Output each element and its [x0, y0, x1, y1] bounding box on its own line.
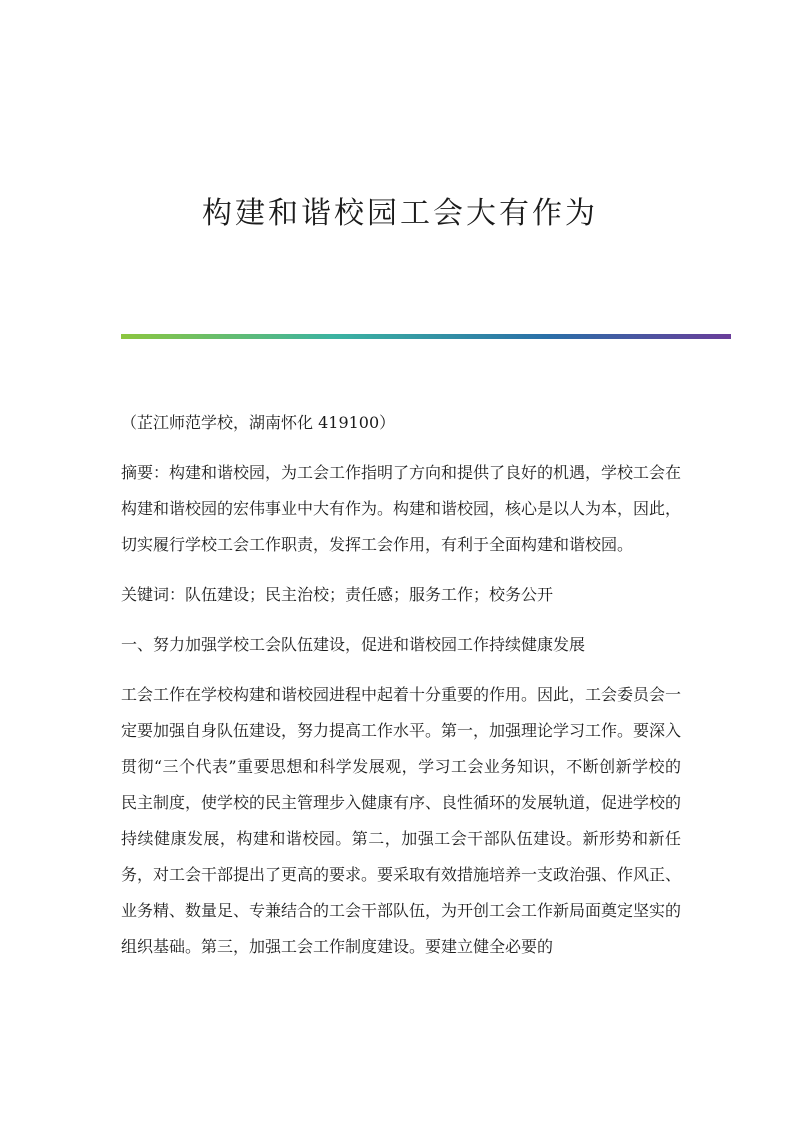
abstract-paragraph: 摘要：构建和谐校园，为工会工作指明了方向和提供了良好的机遇，学校工会在构建和谐校园的宏伟事业中大有作为。构建和谐校园，核心是以人为本，因此，切实履行学校工会工作职责，发挥工会作用，有利于全面构建和谐校园。 [121, 463, 682, 554]
section-heading: 一、努力加强学校工会队伍建设，促进和谐校园工作持续健康发展 [121, 635, 586, 654]
section-body-paragraph: 工会工作在学校构建和谐校园进程中起着十分重要的作用。因此，工会委员会一定要加强自身队伍建设，努力提高工作水平。第一，加强理论学习工作。要深入贯彻“三个代表”重要思想和科学发展观，学习工会业务知识，不断创新学校的民主制度，使学校的民主管理步入健康有序、良性循环的发展轨道，促进学校的持续健康发展，构建和谐校园。第二，加强工会干部队伍建设。新形势和新任务，对工会干部提出了更高的要求。要采取有效措施培养一支政治强、作风正、业务精、数量足、专兼结合的工会干部队伍，为开创工会工作新局面奠定坚实的组织基础。第三，加强工会工作制度建设。要建立健全必要的 [121, 685, 682, 956]
document-title: 构建和谐校园工会大有作为 [202, 196, 598, 231]
keywords-line: 关键词：队伍建设；民主治校；责任感；服务工作；校务公开 [121, 585, 554, 604]
author-affiliation: （芷江师范学校，湖南怀化 419100） [121, 413, 396, 432]
title-divider [121, 334, 731, 339]
document-body [121, 405, 681, 965]
